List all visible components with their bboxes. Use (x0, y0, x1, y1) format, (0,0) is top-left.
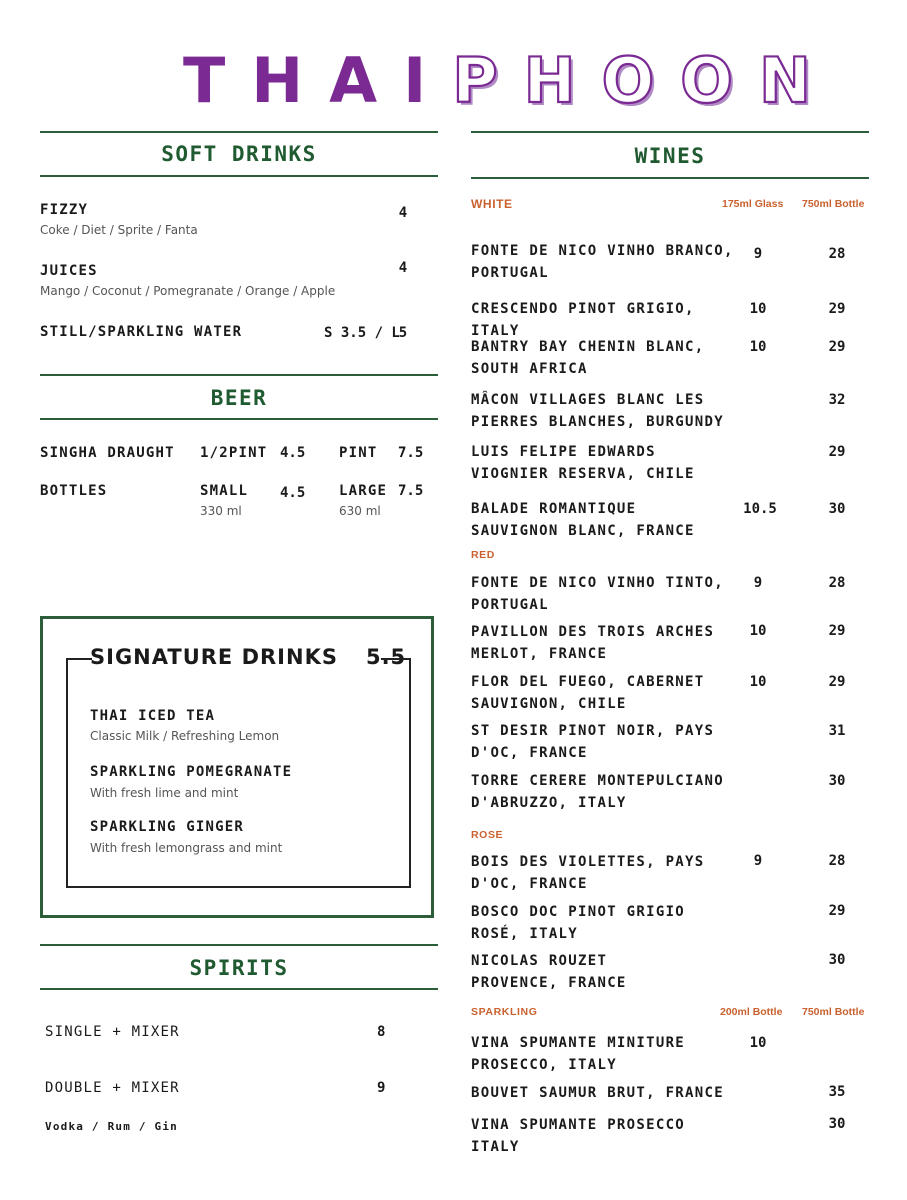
wine-bottle-price: 29 (828, 623, 846, 639)
wine-category-label: SPARKLING (471, 1006, 538, 1018)
brand-logo-part2: PHOON (452, 44, 837, 117)
wine-name: TORRE CERERE MONTEPULCIANO D'ABRUZZO, ITALY (471, 773, 724, 811)
column-header: 175ml Glass (722, 198, 784, 210)
beer-price: 7.5 (398, 445, 424, 461)
spirit-item-name: DOUBLE + MIXER (45, 1080, 180, 1096)
menu-item-price: 5 (398, 325, 408, 341)
frame-line (66, 658, 92, 660)
beer-size: PINT (339, 445, 378, 461)
signature-title-text: SIGNATURE DRINKS (90, 645, 338, 669)
wine-bottle-price: 30 (828, 952, 846, 968)
wine-glass-price: 9 (753, 246, 763, 262)
beer-price: 4.5 (280, 445, 306, 461)
wine-name: FONTE DE NICO VINHO TINTO, PORTUGAL (471, 575, 724, 613)
wine-glass-price: 9 (753, 853, 763, 869)
brand-logo (183, 44, 837, 117)
menu-item-desc: Mango / Coconut / Pomegranate / Orange / Apple (40, 284, 336, 298)
menu-item-desc: Coke / Diet / Sprite / Fanta (40, 223, 198, 237)
menu-item-name: STILL/SPARKLING WATER (40, 324, 243, 340)
wine-bottle-price: 28 (828, 575, 846, 591)
wine-bottle-price: 30 (828, 1116, 846, 1132)
wine-name: VINA SPUMANTE PROSECCO ITALY (471, 1117, 686, 1155)
beer-title: BEER (210, 386, 268, 410)
menu-item-price: 4 (398, 260, 408, 276)
menu-item-name: JUICES (40, 263, 98, 279)
wine-name: PAVILLON DES TROIS ARCHES MERLOT, FRANCE (471, 624, 715, 662)
wine-glass-price: 10 (749, 1035, 767, 1051)
wines-title: WINES (634, 144, 706, 168)
beer-name: SINGHA DRAUGHT (40, 445, 175, 461)
wine-category-label: WHITE (471, 197, 513, 211)
column-header: 200ml Bottle (720, 1006, 783, 1018)
signature-item-desc: With fresh lemongrass and mint (90, 841, 283, 855)
wine-bottle-price: 30 (828, 773, 846, 789)
beer-price: 7.5 (398, 483, 424, 499)
signature-item-name: THAI ICED TEA (90, 708, 216, 724)
wine-bottle-price: 29 (828, 903, 846, 919)
beer-size: LARGE (339, 483, 388, 499)
divider (40, 131, 438, 133)
spirits-title: SPIRITS (189, 956, 289, 980)
signature-item-desc: With fresh lime and mint (90, 786, 239, 800)
signature-title (90, 645, 407, 669)
wine-name: CRESCENDO PINOT GRIGIO, ITALY (471, 301, 695, 339)
wine-glass-price: 10 (749, 674, 767, 690)
wine-name: BOUVET SAUMUR BRUT, FRANCE (471, 1085, 724, 1101)
column-header: 750ml Bottle (802, 198, 865, 210)
wine-bottle-price: 28 (828, 246, 846, 262)
beer-size: 1/2PINT (200, 445, 268, 461)
divider (40, 988, 438, 990)
wine-bottle-price: 32 (828, 392, 846, 408)
wine-glass-price: 9 (753, 575, 763, 591)
signature-item-name: SPARKLING GINGER (90, 819, 245, 835)
soft-drinks-title: SOFT DRINKS (161, 142, 317, 166)
spirit-item-price: 9 (377, 1080, 386, 1096)
divider (40, 175, 438, 177)
divider (40, 944, 438, 946)
wine-glass-price: 10 (749, 301, 767, 317)
wine-name: BOIS DES VIOLETTES, PAYS D'OC, FRANCE (471, 854, 705, 892)
spirits-note: Vodka / Rum / Gin (45, 1120, 178, 1133)
wine-name: MÂCON VILLAGES BLANC LES PIERRES BLANCHES, BURGUNDY (471, 392, 724, 430)
beer-price: 4.5 (280, 485, 306, 501)
wine-glass-price: 10 (749, 339, 767, 355)
signature-price: 5.5 (365, 645, 407, 669)
wine-name: BANTRY BAY CHENIN BLANC, SOUTH AFRICA (471, 339, 705, 377)
beer-volume: 330 ml (200, 504, 242, 518)
wine-bottle-price: 28 (828, 853, 846, 869)
spirit-item-price: 8 (377, 1024, 386, 1040)
menu-item-price: 4 (398, 205, 408, 221)
brand-logo-part1: THAI (183, 44, 453, 117)
spirit-item-name: SINGLE + MIXER (45, 1024, 180, 1040)
wine-name: NICOLAS ROUZET PROVENCE, FRANCE (471, 953, 627, 991)
signature-item-name: SPARKLING POMEGRANATE (90, 764, 293, 780)
beer-volume: 630 ml (339, 504, 381, 518)
wine-name: FONTE DE NICO VINHO BRANCO, PORTUGAL (471, 243, 734, 281)
column-header: 750ml Bottle (802, 1006, 865, 1018)
wine-bottle-price: 29 (828, 301, 846, 317)
wine-category-label: ROSE (471, 829, 504, 841)
divider (471, 131, 869, 133)
wine-name: VINA SPUMANTE MINITURE PROSECCO, ITALY (471, 1035, 686, 1073)
wine-bottle-price: 30 (828, 501, 846, 517)
wine-bottle-price: 29 (828, 444, 846, 460)
beer-size: SMALL (200, 483, 249, 499)
wine-bottle-price: 29 (828, 674, 846, 690)
wine-bottle-price: 31 (828, 723, 846, 739)
wine-name: ST DESIR PINOT NOIR, PAYS D'OC, FRANCE (471, 723, 715, 761)
wine-name: BOSCO DOC PINOT GRIGIO ROSÉ, ITALY (471, 904, 686, 942)
wine-glass-price: 10.5 (743, 501, 777, 517)
wine-glass-price: 10 (749, 623, 767, 639)
wine-name: BALADE ROMANTIQUE SAUVIGNON BLANC, FRANCE (471, 501, 695, 539)
wine-bottle-price: 35 (828, 1084, 846, 1100)
wine-bottle-price: 29 (828, 339, 846, 355)
beer-name: BOTTLES (40, 483, 108, 499)
divider (40, 418, 438, 420)
divider (471, 177, 869, 179)
wine-category-label: RED (471, 549, 495, 561)
wine-name: LUIS FELIPE EDWARDS VIOGNIER RESERVA, CHILE (471, 444, 695, 482)
signature-item-desc: Classic Milk / Refreshing Lemon (90, 729, 280, 743)
menu-item-name: FIZZY (40, 202, 89, 218)
water-size-label: S 3.5 / L (324, 325, 400, 341)
divider (40, 374, 438, 376)
wine-name: FLOR DEL FUEGO, CABERNET SAUVIGNON, CHILE (471, 674, 705, 712)
